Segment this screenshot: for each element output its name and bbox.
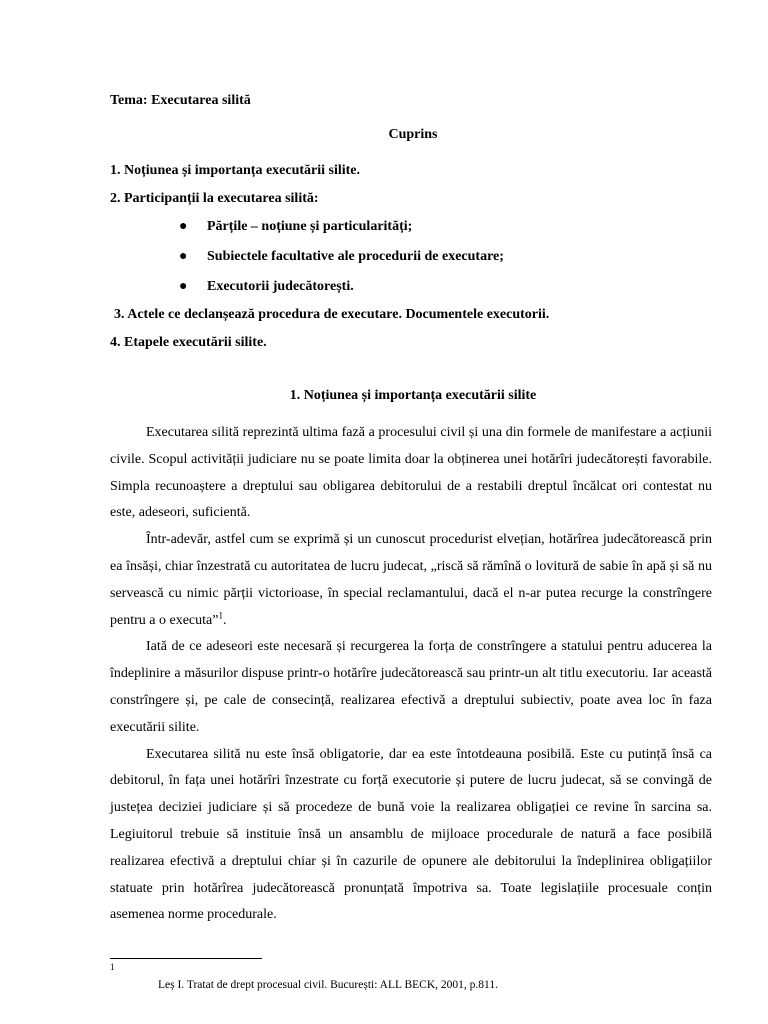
bullet-icon: ● bbox=[179, 219, 188, 234]
paragraph-end: . bbox=[222, 612, 227, 628]
paragraph: Executarea silită nu este însă obligatorie, dar ea este întotdeauna posibilă. Este cu putință însă ca debitorul, în fața unei hotărîri înzestrate cu forță executorie și putere de lucru judecat, să se convingă de justețea deciziei judiciare și să procedeze de bună voie la realizarea obligației ce revine în sarcina sa. Legiuitorul trebuie să instituie însă un ansamblu de mijloace procedurale de natură a face posibilă realizarea efectivă a dreptului chiar și în cazurile de opunere ale debitorului la îndeplinirea obligațiilor statuate prin hotărîrea judecătorească pronunțată împotriva sa. Toate legislațiile procesuale conțin asemenea norme procedurale. bbox=[110, 746, 712, 923]
toc-subitem bbox=[179, 248, 504, 266]
toc-item-2: 2. Participanții la executarea silită: bbox=[110, 191, 319, 206]
toc-subitem-label: Executorii judecătorești. bbox=[207, 279, 354, 294]
footnote-reference[interactable]: 1 bbox=[218, 609, 223, 620]
toc-subitem-label: Subiectele facultative ale procedurii de executare; bbox=[207, 249, 504, 264]
paragraph: Iată de ce adeseori este necesară și recurgerea la forța de constrîngere a statului pentru aducerea la îndeplinire a măsurilor dispuse printr-o hotărîre judecătorească sau printr-un alt titlu executoriu. Iar această constrîngere și, pe cale de consecință, realizarea efectivă a dreptului subiectiv, poate avea loc în faza executării silite. bbox=[110, 639, 712, 735]
document-theme-title: Tema: Executarea silită bbox=[110, 93, 251, 108]
toc-subitem bbox=[179, 278, 354, 296]
toc-subitem-label: Părțile – noțiune și particularități; bbox=[207, 219, 413, 234]
footnote-separator bbox=[110, 958, 262, 959]
toc-item-4: 4. Etapele executării silite. bbox=[110, 335, 267, 350]
body-text bbox=[110, 420, 712, 929]
toc-subitem bbox=[179, 218, 413, 236]
toc-item-1: 1. Noțiunea și importanța executării silite. bbox=[110, 163, 361, 178]
table-of-contents-title: Cuprins bbox=[388, 127, 438, 142]
toc-item-3: 3. Actele ce declanșează procedura de executare. Documentele executorii. bbox=[114, 307, 550, 322]
paragraph: Executarea silită reprezintă ultima fază a procesului civil și una din formele de manifestare a acțiunii civile. Scopul activității judiciare nu se poate limita doar la obținerea unei hotărîri judecătorești favorabile. Simpla recunoaștere a dreptului sau obligarea debitorului de a restabili dreptul încălcat ori contestat nu este, adeseori, suficientă. bbox=[110, 425, 712, 521]
footnote-mark: 1 bbox=[110, 962, 115, 972]
bullet-icon: ● bbox=[179, 279, 188, 294]
footnote-text: Leș I. Tratat de drept procesual civil. București: ALL BECK, 2001, p.811. bbox=[158, 979, 498, 991]
section-heading: 1. Noțiunea și importanța executării silite bbox=[289, 388, 537, 403]
paragraph bbox=[110, 527, 712, 634]
bullet-icon: ● bbox=[179, 249, 188, 264]
paragraph-text: Într-adevăr, astfel cum se exprimă și un cunoscut procedurist elvețian, hotărîrea judecătorească prin ea însăși, chiar înzestrată cu autoritatea de lucru judecat, „riscă să rămînă o lovitură de sabie în apă și să nu servească cu nimic părții victorioase, în special reclamantului, dacă el n-ar putea recurge la constrîngere pentru a o executa” bbox=[110, 532, 712, 628]
